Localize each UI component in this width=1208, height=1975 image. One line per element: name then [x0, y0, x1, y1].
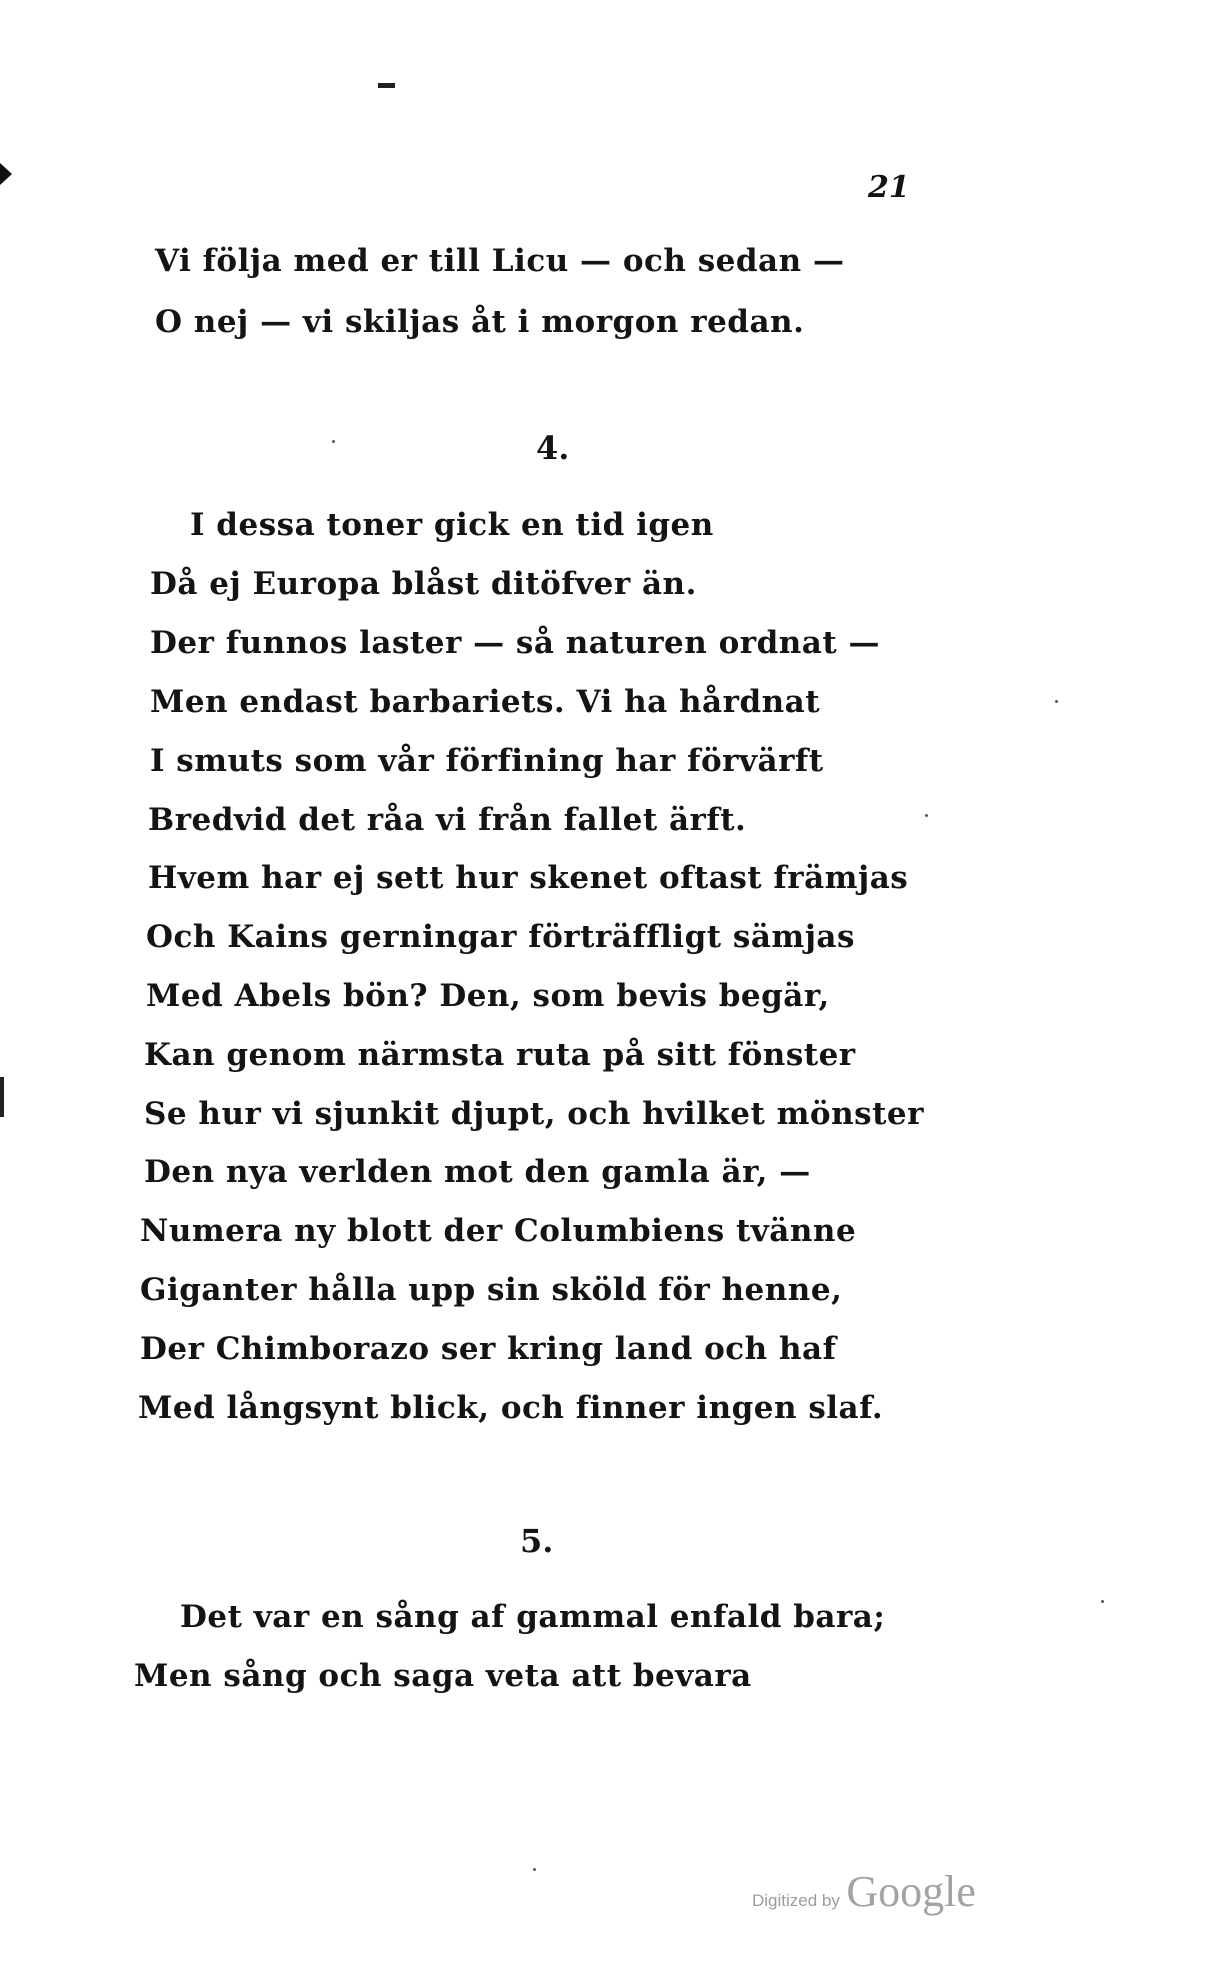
left-edge-mark [0, 163, 12, 185]
verse-line: Men sång och saga veta att bevara [134, 1658, 752, 1694]
verse-line: Se hur vi sjunkit djupt, och hvilket mönster [144, 1096, 924, 1132]
verse-line: Men endast barbariets. Vi ha hårdnat [150, 684, 821, 720]
verse-line: Hvem har ej sett hur skenet oftast främjas [148, 860, 909, 896]
top-dash-mark [378, 83, 395, 88]
verse-line: Bredvid det råa vi från fallet ärft. [148, 802, 747, 838]
verse-line: Der Chimborazo ser kring land och haf [140, 1331, 837, 1367]
verse-line: O nej — vi skiljas åt i morgon redan. [155, 304, 805, 340]
watermark-prefix: Digitized by [752, 1891, 840, 1910]
verse-line: Vi följa med er till Licu — och sedan — [155, 243, 845, 279]
verse-line: Med långsynt blick, och finner ingen slaf. [138, 1390, 884, 1426]
verse-line: Med Abels bön? Den, som bevis begär, [146, 978, 830, 1014]
verse-line: Och Kains gerningar förträffligt sämjas [146, 919, 855, 955]
verse-line: Då ej Europa blåst ditöfver än. [150, 566, 697, 602]
verse-line: Den nya verlden mot den gamla är, — [144, 1154, 811, 1190]
page-number: 21 [868, 170, 910, 205]
verse-line: I smuts som vår förfining har förvärft [150, 743, 824, 779]
verse-line: Giganter hålla upp sin sköld för henne, [140, 1272, 843, 1308]
ink-speck [332, 440, 335, 443]
verse-line: Kan genom närmsta ruta på sitt fönster [144, 1037, 856, 1073]
ink-speck [1101, 1600, 1104, 1603]
left-edge-bar [0, 1077, 4, 1117]
ink-speck [533, 1868, 536, 1871]
verse-line: I dessa toner gick en tid igen [190, 507, 714, 543]
verse-line: Numera ny blott der Columbiens tvänne [140, 1213, 857, 1249]
google-logo: Google [846, 1867, 976, 1916]
digitized-by-google-watermark [752, 1866, 976, 1917]
ink-speck [925, 814, 928, 817]
verse-line: Det var en sång af gammal enfald bara; [180, 1599, 886, 1635]
section-number: 4. [536, 429, 570, 467]
section-number: 5. [520, 1522, 554, 1560]
verse-line: Der funnos laster — så naturen ordnat — [150, 625, 881, 661]
ink-speck [1055, 700, 1058, 703]
